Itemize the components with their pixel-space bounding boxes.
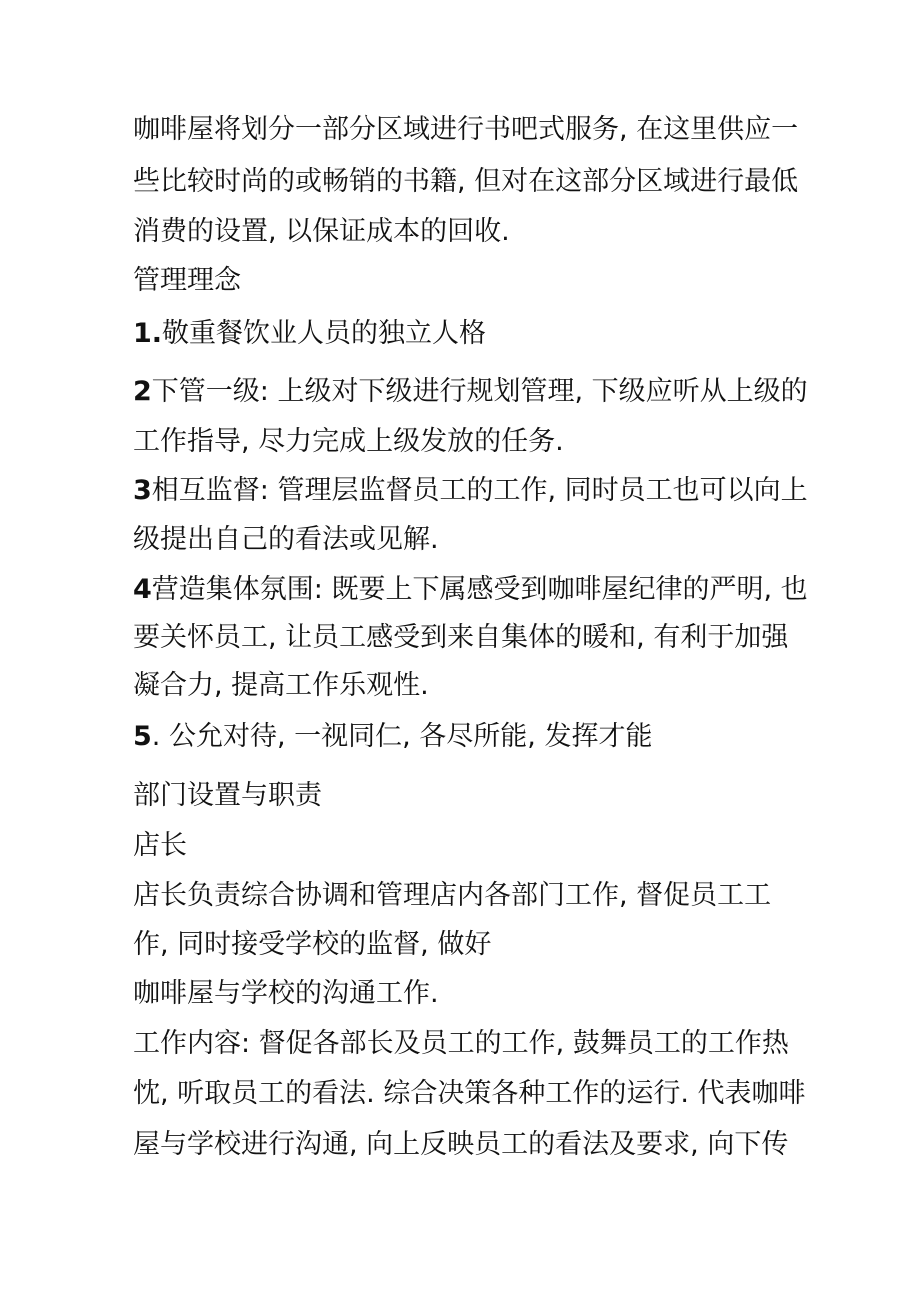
paragraph-line: 消费的设置, 以保证成本的回收.: [133, 216, 510, 247]
paragraph-line: 作, 同时接受学校的监督, 做好: [133, 929, 492, 960]
list-item: [133, 374, 808, 410]
list-item: [133, 719, 652, 755]
paragraph-line: 屋与学校进行沟通, 向上反映员工的看法及要求, 向下传: [133, 1129, 789, 1160]
list-item-text: 敬重餐饮业人员的独立人格: [162, 318, 487, 349]
list-number: 1.: [133, 318, 163, 349]
paragraph-line: 要关怀员工, 让员工感受到来自集体的暖和, 有利于加强: [133, 622, 789, 653]
list-item: [133, 316, 486, 352]
section-heading: 部门设置与职责: [133, 780, 322, 811]
list-item-text: . 公允对待, 一视同仁, 各尽所能, 发挥才能: [151, 721, 653, 752]
list-item: [133, 473, 808, 509]
paragraph-line: 咖啡屋将划分一部分区域进行书吧式服务, 在这里供应一: [133, 114, 799, 145]
paragraph-line: 些比较时尚的或畅销的书籍, 但对在这部分区域进行最低: [133, 166, 799, 197]
paragraph-line: 咖啡屋与学校的沟通工作.: [133, 978, 439, 1009]
section-heading: 管理理念: [133, 265, 241, 296]
list-item-text: 下管一级: 上级对下级进行规划管理, 下级应听从上级的: [151, 376, 808, 407]
list-item-text: 营造集体氛围: 既要上下属感受到咖啡屋纪律的严明, 也: [151, 574, 808, 605]
subsection-heading: 店长: [133, 830, 187, 861]
paragraph-line: 店长负责综合协调和管理店内各部门工作, 督促员工工: [133, 880, 772, 911]
list-item-text: 相互监督: 管理层监督员工的工作, 同时员工也可以向上: [151, 475, 808, 506]
list-number: 5: [133, 721, 152, 752]
paragraph-line: 级提出自己的看法或见解.: [133, 524, 439, 555]
list-number: 2: [133, 376, 152, 407]
paragraph-line: 工作内容: 督促各部长及员工的工作, 鼓舞员工的工作热: [133, 1028, 789, 1059]
paragraph-line: 忱, 听取员工的看法. 综合决策各种工作的运行. 代表咖啡: [133, 1078, 806, 1109]
list-number: 3: [133, 475, 152, 506]
list-number: 4: [133, 574, 152, 605]
list-item: [133, 572, 808, 608]
paragraph-line: 工作指导, 尽力完成上级发放的任务.: [133, 426, 564, 457]
paragraph-line: 凝合力, 提高工作乐观性.: [133, 670, 429, 701]
